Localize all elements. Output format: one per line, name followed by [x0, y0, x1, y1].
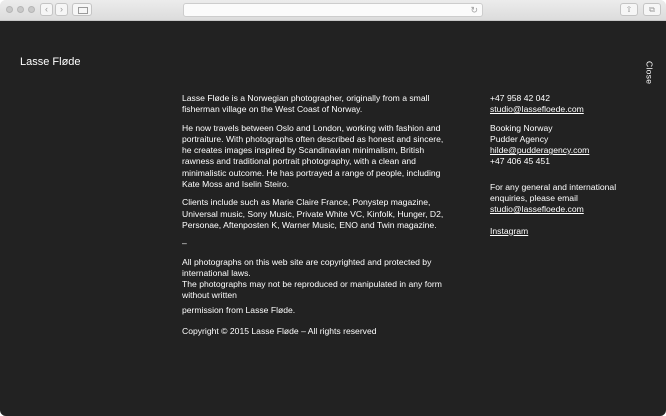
minimize-window-button[interactable]: [17, 6, 24, 13]
back-button[interactable]: ‹: [40, 3, 53, 16]
bio-column: [182, 93, 447, 344]
address-bar[interactable]: [183, 3, 483, 17]
forward-button[interactable]: ›: [55, 3, 68, 16]
agency-phone: +47 406 45 451: [490, 156, 550, 167]
bio-travels: He now travels between Oslo and London, working with fashion and portraiture. With photographs often described as honest and sincere, he creates images inspired by Scandinavian minimalism, British rawness and traditional portrait photography, with a clean and minimalistic outcome. He has portrayed a range of people, including Kate Moss and Iselin Steiro.: [182, 122, 444, 190]
rights-line-3: permission from Lasse Fløde.: [182, 304, 296, 315]
studio-email-link[interactable]: studio@lassefloede.com: [490, 104, 584, 115]
reload-icon[interactable]: ↻: [470, 5, 478, 15]
rights-notice: [182, 257, 447, 316]
agency-name: Pudder Agency: [490, 133, 549, 144]
booking-title: Booking Norway: [490, 122, 553, 133]
tabs-icon[interactable]: ⧉: [643, 3, 661, 16]
sidebar-toggle-icon[interactable]: [72, 3, 92, 16]
booking-contact: [490, 123, 620, 168]
general-email-link[interactable]: studio@lassefloede.com: [490, 204, 584, 215]
share-icon[interactable]: ⇧: [620, 3, 638, 16]
general-enquiries: [490, 182, 620, 216]
browser-toolbar: [0, 0, 666, 21]
studio-contact: [490, 93, 620, 116]
site-logo[interactable]: Lasse Fløde: [20, 56, 81, 68]
agency-email-link[interactable]: hilde@pudderagency.com: [490, 145, 590, 156]
instagram-link[interactable]: Instagram: [490, 225, 529, 236]
bio-clients: Clients include such as Marie Claire France, Ponystep magazine, Universal music, Sony Music, Private White VC, Kinfolk, Hunger, D2, Personae, Aftenposten K, Warner Music, ENO and Twin magazine.: [182, 197, 444, 230]
zoom-window-button[interactable]: [28, 6, 35, 13]
divider-dash: –: [182, 238, 187, 249]
contact-column: [490, 93, 620, 244]
close-link[interactable]: Close: [644, 61, 655, 85]
social-links: [490, 226, 620, 237]
bio-intro: Lasse Fløde is a Norwegian photographer, originally from a small fisherman village on the West Coast of Norway.: [182, 93, 430, 115]
copyright-text: Copyright © 2015 Lasse Fløde – All rights reserved: [182, 326, 377, 337]
rights-line-1: All photographs on this web site are copyrighted and protected by international laws.: [182, 256, 432, 278]
close-window-button[interactable]: [6, 6, 13, 13]
rights-line-2: The photographs may not be reproduced or manipulated in any form without written: [182, 279, 442, 301]
page-content: [0, 21, 666, 416]
general-text: For any general and international enquiries, please email: [490, 181, 617, 204]
studio-phone: +47 958 42 042: [490, 93, 550, 103]
